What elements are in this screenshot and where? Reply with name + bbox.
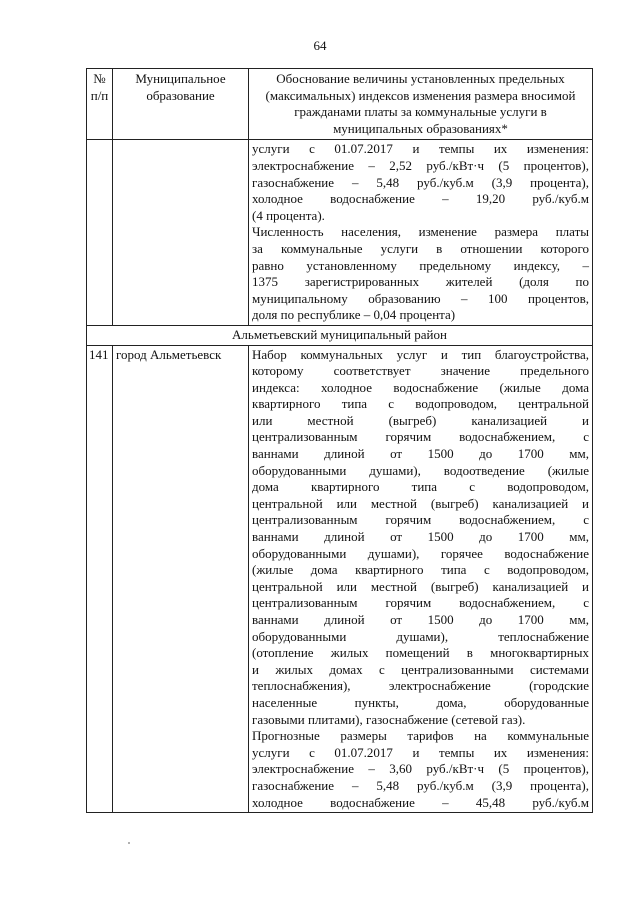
cell-rationale-continued	[249, 140, 593, 326]
text-line: квартирного типа с водопроводом, центральной	[252, 396, 589, 412]
text-line: (отопление жилых помещений в многоквартирных	[252, 645, 589, 661]
text-line: доля по республике – 0,04 процента)	[252, 307, 456, 323]
row-number: 141	[87, 345, 113, 813]
text-line: холодное водоснабжение – 19,20 руб./куб.м	[252, 191, 589, 207]
text-line: газовыми плитами), газоснабжение (сетевой газ).	[252, 711, 526, 727]
text-line: за коммунальные услуги в отношении которого	[252, 240, 589, 256]
table-header-row	[87, 69, 593, 140]
text-line: оборудованными душами), горячее водоснабжение	[252, 545, 589, 561]
cell-municipality-empty	[113, 140, 249, 326]
text-line: (жилые дома квартирного типа с водопроводом,	[252, 562, 589, 578]
text-line: центральной или местной (выгреб) канализацией и	[252, 495, 589, 511]
text-line: услуги с 01.07.2017 и темпы их изменения:	[252, 744, 589, 760]
text-line: Численность населения, изменение размера платы	[252, 224, 589, 240]
cell-num-empty	[87, 140, 113, 326]
text-line: централизованным горячим водоснабжением, с	[252, 595, 589, 611]
text-line: индекса: холодное водоснабжение (жилые дома	[252, 379, 589, 395]
text-line: которому соответствует значение предельного	[252, 363, 589, 379]
header-municipality: Муниципальное образование	[113, 69, 249, 140]
row-rationale	[249, 345, 593, 813]
text-line: ваннами длиной от 1500 до 1700 мм,	[252, 529, 589, 545]
rationale-paragraph	[252, 728, 589, 811]
text-line: и жилых домах с централизованными системами	[252, 661, 589, 677]
text-line: Набор коммунальных услуг и тип благоустройства,	[252, 346, 589, 362]
text-line: Прогнозные размеры тарифов на коммунальные	[252, 728, 589, 744]
text-line: центральной или местной (выгреб) канализацией и	[252, 578, 589, 594]
text-line: или местной (выгреб) канализацией и	[252, 412, 589, 428]
text-line: теплоснабжения), электроснабжение (городские	[252, 678, 589, 694]
text-line: населенные пункты, дома, оборудованные	[252, 694, 589, 710]
rationale-paragraph	[252, 347, 589, 729]
tariff-table	[86, 68, 593, 813]
text-line: газоснабжение – 5,48 руб./куб.м (3,9 процента),	[252, 174, 589, 190]
text-line: услуги с 01.07.2017 и темпы их изменения:	[252, 141, 589, 157]
text-line: равно установленному предельному индексу, –	[252, 257, 589, 273]
text-line: холодное водоснабжение – 45,48 руб./куб.м	[252, 794, 589, 810]
text-line: (4 процента).	[252, 207, 325, 223]
text-line: ваннами длиной от 1500 до 1700 мм,	[252, 612, 589, 627]
text-line: ваннами длиной от 1500 до 1700 мм,	[252, 446, 589, 462]
header-num: № п/п	[87, 69, 113, 140]
rationale-paragraph	[252, 224, 589, 324]
text-line: оборудованными душами), теплоснабжение	[252, 628, 589, 644]
row-municipality: город Альметьевск	[113, 345, 249, 813]
text-line: электроснабжение – 2,52 руб./кВт·ч (5 процентов),	[252, 157, 589, 173]
header-rationale: Обоснование величины установленных предельных (максимальных) индексов изменения размера вносимой гражданами платы за коммунальные услуги в муниципальных образованиях*	[249, 69, 593, 140]
section-title: Альметьевский муниципальный район	[87, 325, 593, 345]
text-line: дома квартирного типа с водопроводом,	[252, 479, 589, 495]
page-number: 64	[313, 38, 327, 53]
scan-speck	[128, 842, 130, 844]
text-line: централизованным горячим водоснабжением, с	[252, 429, 589, 445]
text-line: газоснабжение – 5,48 руб./куб.м (3,9 процента),	[252, 777, 589, 793]
table-row-continued	[87, 140, 593, 326]
text-line: муниципальному образованию – 100 процентов,	[252, 290, 589, 306]
text-line: оборудованными душами), водоотведение (жилые	[252, 462, 589, 478]
text-line: 1375 зарегистрированных жителей (доля по	[252, 274, 589, 290]
text-line: электроснабжение – 3,60 руб./кВт·ч (5 процентов),	[252, 761, 589, 777]
table-row	[87, 345, 593, 813]
rationale-paragraph	[252, 141, 589, 224]
section-header-row	[87, 325, 593, 345]
text-line: централизованным горячим водоснабжением, с	[252, 512, 589, 528]
